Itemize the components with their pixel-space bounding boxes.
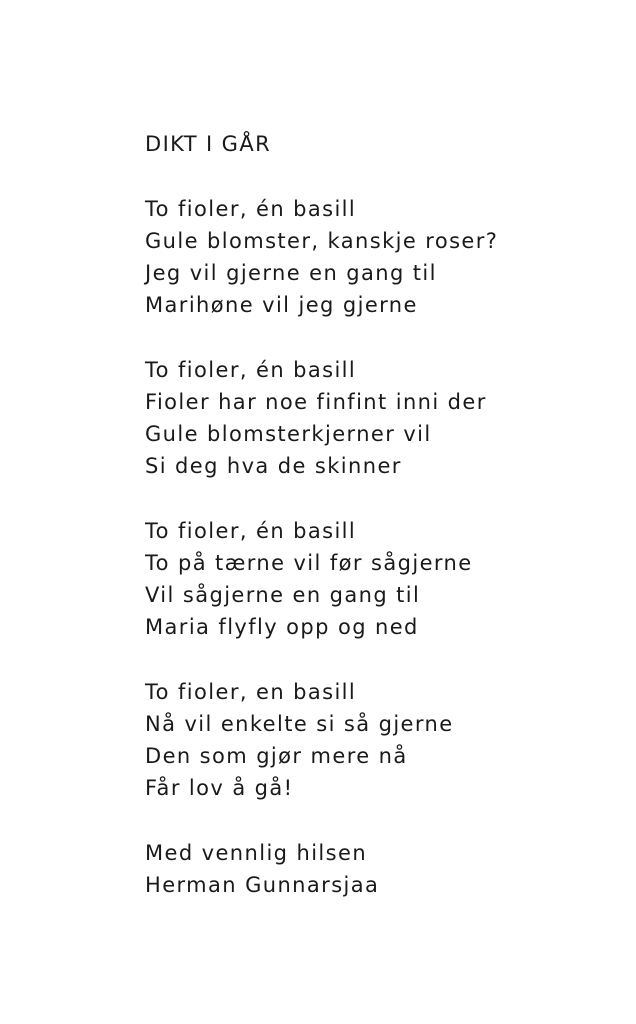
poem-line: Si deg hva de skinner [145, 454, 402, 478]
poem-line: To på tærne vil før sågjerne [145, 551, 473, 575]
stanza-4 [145, 676, 615, 804]
poem-line: Nå vil enkelte si så gjerne [145, 712, 454, 736]
poem-line: Får lov å gå! [145, 776, 294, 800]
poem-line: Maria flyfly opp og ned [145, 615, 419, 639]
stanza-3 [145, 515, 615, 643]
stanza-gap [145, 160, 615, 193]
stanza-gap [145, 804, 615, 837]
poem-line: To fioler, én basill [145, 519, 357, 543]
poem-title: DIKT I GÅR [145, 132, 272, 156]
poem-line: To fioler, én basill [145, 358, 357, 382]
poem-line: Gule blomster, kanskje roser? [145, 229, 499, 253]
poem-line: Den som gjør mere nå [145, 744, 408, 768]
poem-line: Fioler har noe finfint inni der [145, 390, 487, 414]
stanza-1 [145, 193, 615, 321]
poem [145, 128, 615, 901]
poem-line: To fioler, én basill [145, 197, 357, 221]
poem-line: Gule blomsterkjerner vil [145, 422, 432, 446]
poem-line: Jeg vil gjerne en gang til [145, 261, 437, 285]
signoff-name: Herman Gunnarsjaa [145, 873, 380, 897]
signoff [145, 837, 615, 901]
stanza-2 [145, 354, 615, 482]
poem-line: Marihøne vil jeg gjerne [145, 293, 418, 317]
poem-line: To fioler, en basill [145, 680, 357, 704]
poem-line: Vil sågjerne en gang til [145, 583, 421, 607]
stanza-gap [145, 321, 615, 354]
signoff-greeting: Med vennlig hilsen [145, 841, 368, 865]
stanza-gap [145, 482, 615, 515]
stanza-gap [145, 643, 615, 676]
